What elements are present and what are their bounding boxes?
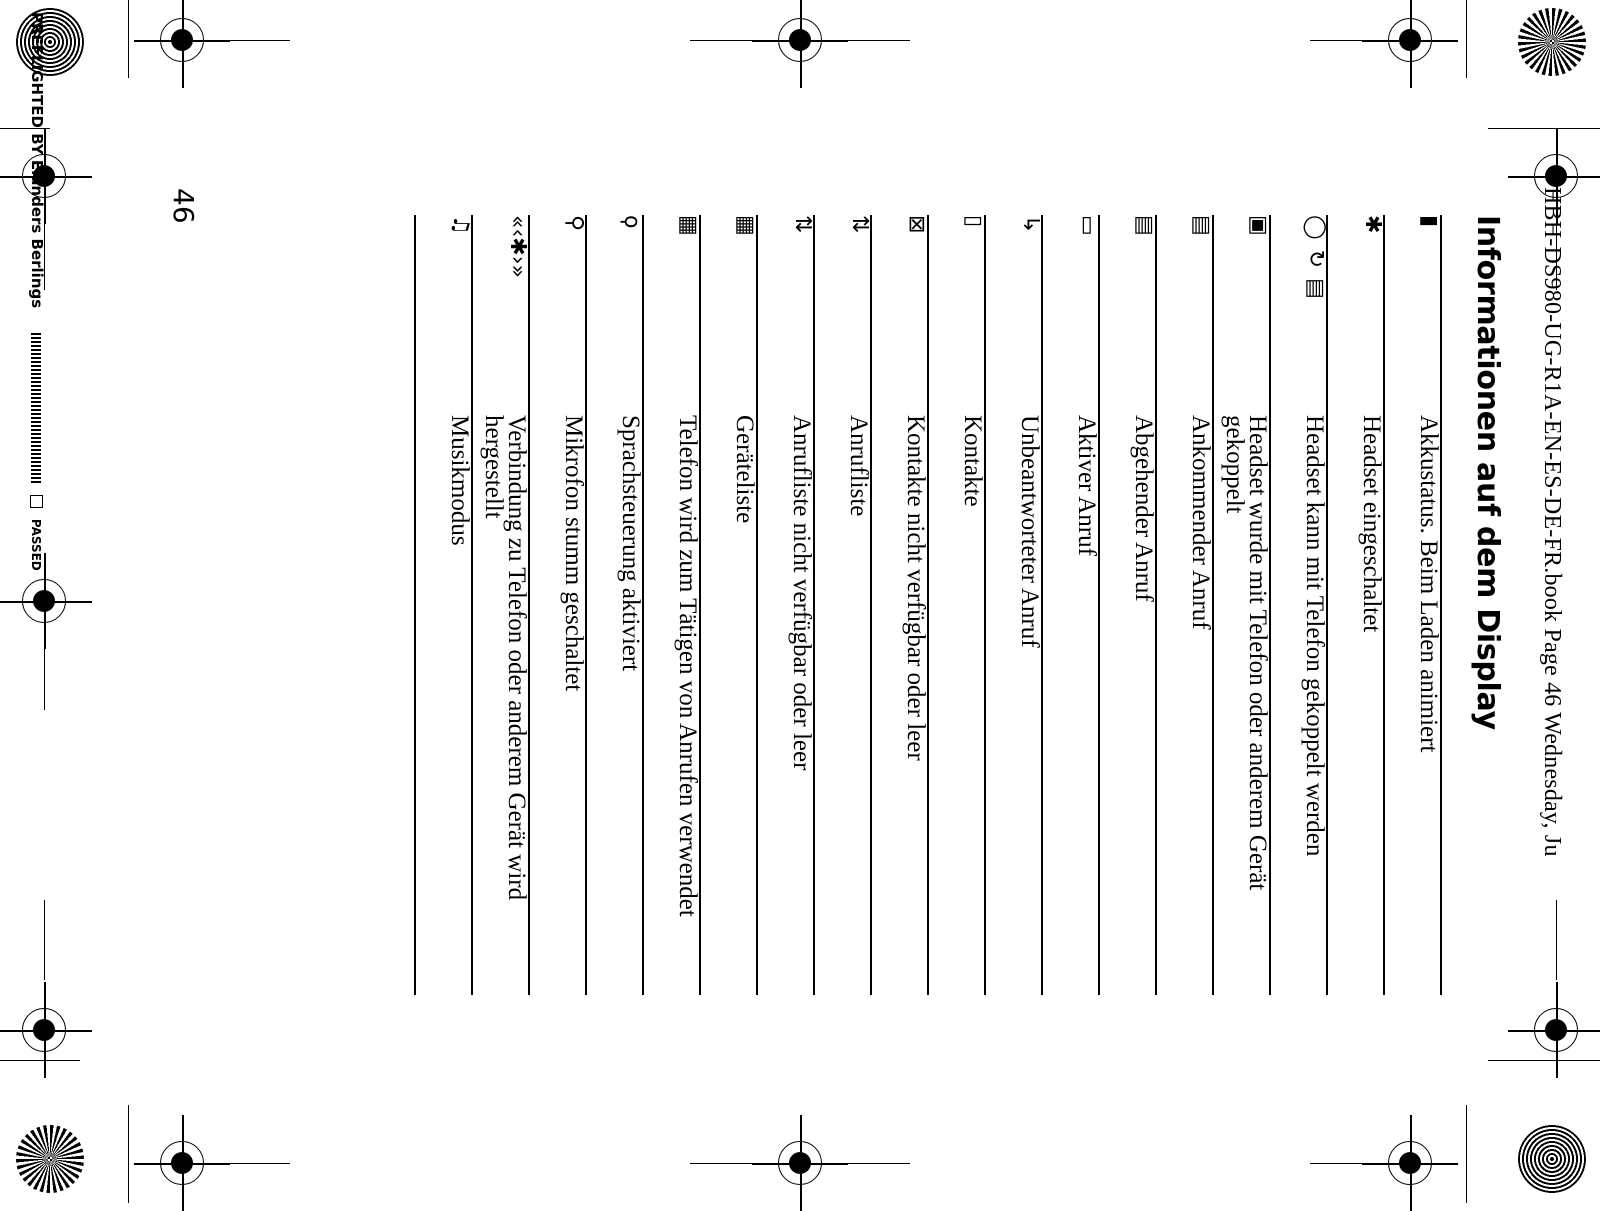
description-cell: Sprachsteuerung aktiviert xyxy=(586,415,643,995)
table-row xyxy=(985,215,1042,995)
description-cell: Verbindung zu Telefon oder anderem Gerät wird hergestellt xyxy=(472,415,529,995)
table-row xyxy=(1327,215,1384,995)
icon-cell xyxy=(643,215,700,415)
checkbox-icon xyxy=(30,495,43,508)
sunburst-mark xyxy=(1518,1125,1586,1193)
table-row xyxy=(415,215,472,995)
icon-cell xyxy=(1156,215,1213,415)
icon-cell xyxy=(472,215,529,415)
icon-cell xyxy=(529,215,586,415)
description-cell: Headset wurde mit Telefon oder anderem Gerät gekoppelt xyxy=(1213,415,1270,995)
icon-cell xyxy=(586,215,643,415)
description-cell: Telefon wird zum Tätigen von Anrufen verwendet xyxy=(643,415,700,995)
preflight-text: PREFLIGHTED BY Elanders Berlings xyxy=(28,12,46,309)
table-row xyxy=(529,215,586,995)
contacts-unavailable-icon: ⊠ xyxy=(904,215,929,234)
paired-phone-icon: ▣ xyxy=(1246,215,1271,236)
connecting-icon: «‹✱›» xyxy=(505,215,530,278)
table-row xyxy=(586,215,643,995)
icon-cell xyxy=(1270,215,1327,415)
table-row xyxy=(1384,215,1441,995)
description-cell: Abgehender Anruf xyxy=(1099,415,1156,995)
outgoing-call-icon: ▤ xyxy=(1132,215,1157,236)
table-row xyxy=(1042,215,1099,995)
incoming-call-icon: ▤ xyxy=(1189,215,1214,236)
description-cell: Mikrofon stumm geschaltet xyxy=(529,415,586,995)
table-row xyxy=(472,215,529,995)
description-cell: Anrufliste xyxy=(814,415,871,995)
table-row xyxy=(814,215,871,995)
description-cell: Headset kann mit Telefon gekoppelt werden xyxy=(1270,415,1327,995)
table-row xyxy=(1213,215,1270,995)
description-cell: Aktiver Anruf xyxy=(1042,415,1099,995)
battery-icon: ▮ xyxy=(1417,215,1442,228)
barcode-icon xyxy=(32,333,42,483)
voice-control-icon: ϙ xyxy=(619,215,644,229)
sunburst-mark xyxy=(1518,8,1586,76)
active-call-icon: ▭ xyxy=(1075,215,1100,236)
table-row xyxy=(1099,215,1156,995)
table-row xyxy=(643,215,700,995)
music-mode-icon: ♫ xyxy=(448,215,473,235)
description-cell: Headset eingeschaltet xyxy=(1327,415,1384,995)
trim-mark xyxy=(44,900,45,980)
icon-cell xyxy=(415,215,472,415)
icon-cell xyxy=(871,215,928,415)
icon-cell xyxy=(1099,215,1156,415)
table-row xyxy=(700,215,757,995)
trim-mark xyxy=(128,1105,129,1203)
description-cell: Kontakte xyxy=(928,415,985,995)
description-cell: Unbeantworteter Anruf xyxy=(985,415,1042,995)
missed-call-icon: ↳ xyxy=(1018,215,1043,234)
trim-mark xyxy=(128,0,129,78)
table-row xyxy=(871,215,928,995)
phone-in-use-icon: ▦ xyxy=(676,215,701,236)
trim-mark xyxy=(1466,0,1467,78)
table-row xyxy=(928,215,985,995)
circle-icon: ◯ xyxy=(1303,215,1328,240)
trim-mark xyxy=(0,1060,80,1061)
table-row xyxy=(1156,215,1213,995)
pairing-icon: ↻ xyxy=(1303,249,1328,269)
description-cell: Geräteliste xyxy=(700,415,757,995)
icon-cell xyxy=(814,215,871,415)
call-list-unavailable-icon: ⇅ xyxy=(790,215,815,234)
description-cell: Akkustatus. Beim Laden animiert xyxy=(1384,415,1441,995)
table-row xyxy=(1270,215,1327,995)
icon-cell xyxy=(1042,215,1099,415)
icon-cell xyxy=(1384,215,1441,415)
table-row xyxy=(757,215,814,995)
icon-table xyxy=(414,215,1442,995)
description-cell: Ankommender Anruf xyxy=(1156,415,1213,995)
description-cell: Kontakte nicht verfügbar oder leer xyxy=(871,415,928,995)
phone-icon: ▤ xyxy=(1303,278,1328,299)
preflight-imprint xyxy=(28,12,46,652)
trim-mark xyxy=(1556,900,1557,980)
icon-cell xyxy=(985,215,1042,415)
trim-mark xyxy=(1466,1105,1467,1203)
icon-cell xyxy=(700,215,757,415)
trim-mark xyxy=(1488,1060,1600,1061)
microphone-muted-icon: ⚲ xyxy=(562,215,587,232)
description-cell: Anrufliste nicht verfügbar oder leer xyxy=(757,415,814,995)
contacts-icon: ▯ xyxy=(961,215,986,228)
bluetooth-icon: ✱ xyxy=(1360,215,1385,234)
icon-cell xyxy=(1213,215,1270,415)
icon-cell xyxy=(757,215,814,415)
icon-cell xyxy=(928,215,985,415)
device-list-icon: ▦ xyxy=(733,215,758,236)
book-header: HBH-DS980-UG-R1A-EN-ES-DE-FR.book Page 46 Wednesday, Ju xyxy=(1539,187,1565,857)
call-list-icon: ⇅ xyxy=(847,215,872,234)
sunburst-mark xyxy=(16,1125,84,1193)
trim-mark xyxy=(1488,128,1600,129)
sunburst-mark xyxy=(16,8,84,76)
description-cell: Musikmodus xyxy=(415,415,472,995)
page-number: 46 xyxy=(167,188,200,224)
icon-cell xyxy=(1327,215,1384,415)
page-title: Informationen auf dem Display xyxy=(1470,215,1505,730)
passed-label: PASSED xyxy=(29,518,43,571)
